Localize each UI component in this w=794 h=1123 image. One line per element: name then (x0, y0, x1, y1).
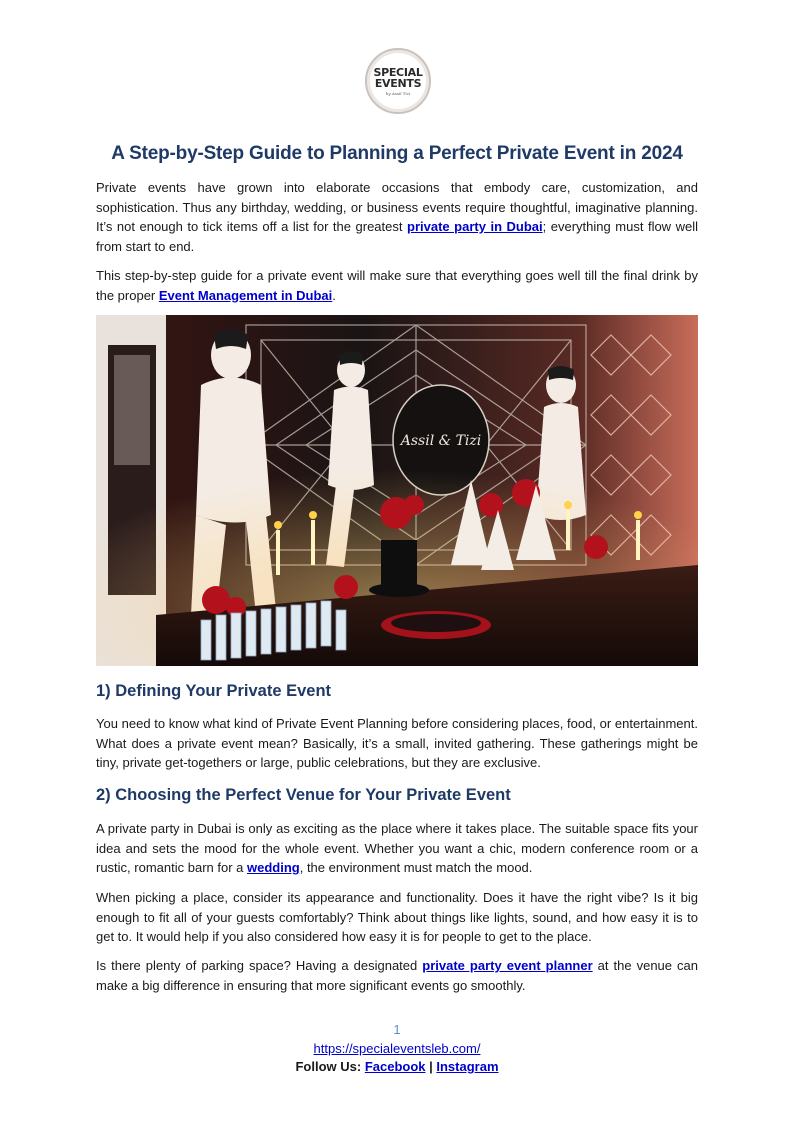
intro-p1-text-start: Private events have grown into elaborate occasions that embody care, customization, and sophistication. Thus any birthday, wedding, or business events require thoughtful, imaginative planning. It’s not enough to tick items off a list for the greatest (96, 180, 698, 234)
section-1-heading: 1) Defining Your Private Event (96, 682, 332, 700)
section-2-p3-text-end: at the venue can make a big difference in ensuring that more significant events go smoothly. (96, 958, 698, 993)
intro-paragraph-2 (96, 266, 698, 305)
follow-us-label: Follow Us: (295, 1059, 365, 1074)
section-2-paragraph-2: When picking a place, consider its appearance and functionality. Does it have the right vibe? Is it big enough to fit all of your guests comfortably? Think about things like lights, sound, and how easy it is to get to. It would help if you also considered how easy it is for people to get to the place. (96, 890, 698, 944)
event-management-dubai-link[interactable]: Event Management in Dubai (158, 287, 333, 303)
section-2-paragraph-1 (96, 819, 698, 878)
page-title: A Step-by-Step Guide to Planning a Perfect Private Event in 2024 (111, 143, 683, 164)
intro-p2-text-start: This step-by-step guide for a private event will make sure that everything goes well till the final drink by the proper (96, 268, 698, 303)
logo-line1: SPECIAL (373, 65, 423, 79)
follow-us-line (0, 1059, 794, 1074)
special-events-logo (365, 48, 431, 114)
intro-p1-text-end: ; everything must flow well from start to end. (96, 219, 698, 254)
instagram-link[interactable]: Instagram (436, 1059, 499, 1074)
section-1-paragraph: You need to know what kind of Private Event Planning before considering places, food, or entertainment. What does a private event mean? Basically, it’s a small, invited gathering. These gatherings might be tiny, private get-togethers or large, public celebrations, but they are exclusive. (96, 716, 698, 770)
logo-tagline: by Assil Tizi (385, 90, 411, 96)
wedding-link[interactable]: wedding (247, 860, 300, 875)
section-2-paragraph-3 (96, 956, 698, 995)
section-2-p1-text-start: A private party in Dubai is only as exciting as the place where it takes place. The suitable space fits your idea and sets the mood for the whole event. Whether you want a chic, modern conference room or a rustic, romantic barn for a (96, 821, 698, 875)
event-photo (96, 315, 698, 666)
logo-line2: EVENTS (374, 76, 422, 90)
section-2-p3-text-start: Is there plenty of parking space? Having a designated (96, 958, 423, 973)
website-url-link[interactable]: https://specialeventsleb.com/ (313, 1041, 481, 1056)
private-party-dubai-link[interactable]: private party in Dubai (407, 219, 543, 234)
footer-separator: | (425, 1059, 437, 1074)
section-2-p1-text-end: , the environment must match the mood. (299, 860, 533, 875)
section-2-heading: 2) Choosing the Perfect Venue for Your Private Event (96, 786, 511, 804)
intro-paragraph-1 (96, 178, 698, 256)
facebook-link[interactable]: Facebook (364, 1059, 426, 1074)
page-number: 1 (393, 1022, 401, 1037)
private-party-event-planner-link[interactable]: private party event planner (422, 958, 593, 973)
intro-p2-text-end: . (332, 287, 336, 303)
